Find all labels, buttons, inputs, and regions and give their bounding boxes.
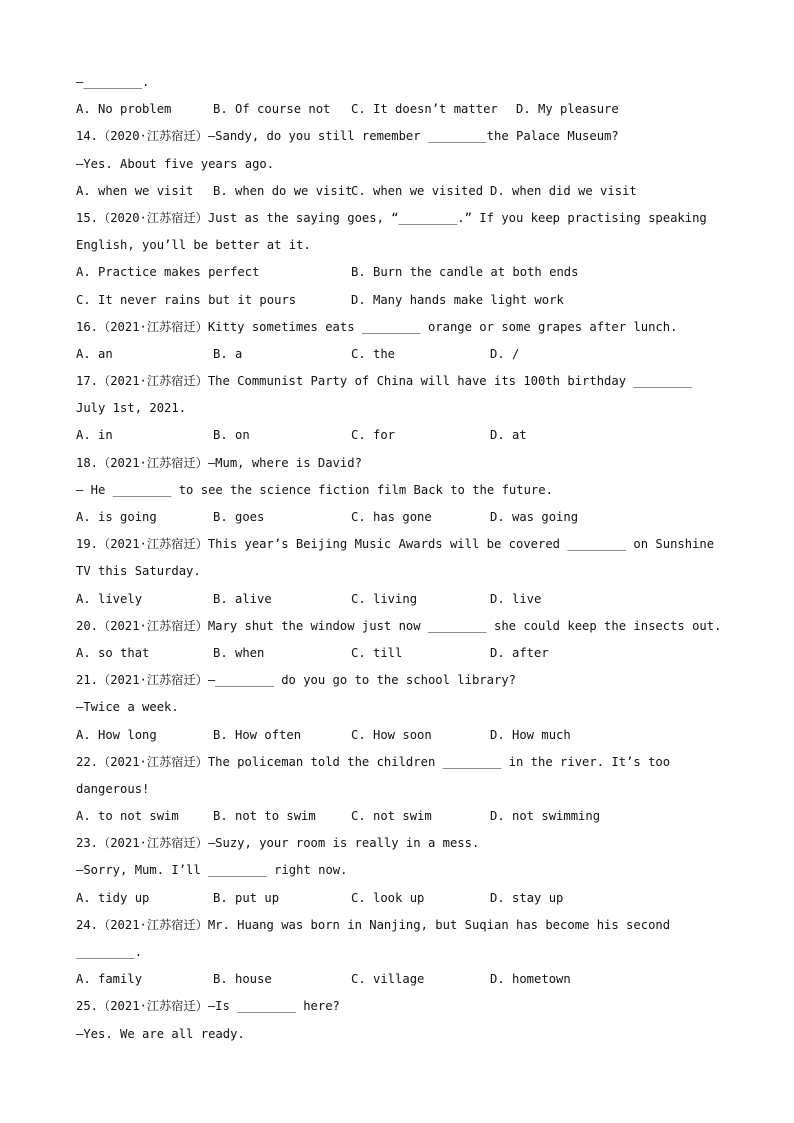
q22-option-c: C. not swim xyxy=(351,809,432,824)
q17-stem-line1: 17.（2021·江苏宿迁）The Communist Party of China will have its 100th birthday ________ xyxy=(76,374,693,389)
q19-options xyxy=(76,590,726,617)
q20-option-a: A. so that xyxy=(76,645,150,660)
q21-option-a: A. How long xyxy=(76,727,157,742)
question-page xyxy=(76,73,726,1052)
q22-stem-line2: dangerous! xyxy=(76,781,150,796)
q21-option-d: D. How much xyxy=(490,727,571,742)
q17-option-d: D. at xyxy=(490,428,527,443)
q19-option-b: B. alive xyxy=(213,591,272,606)
q23-option-d: D. stay up xyxy=(490,890,564,905)
q24-option-a: A. family xyxy=(76,972,143,987)
q15-option-c: C. It never rains but it pours xyxy=(76,292,297,307)
q16-option-b: B. a xyxy=(213,346,243,361)
q13-stem-tail: —________. xyxy=(76,75,150,89)
q25-stem: 25.（2021·江苏宿迁）—Is ________ here? xyxy=(76,999,340,1014)
q20-option-b: B. when xyxy=(213,645,265,660)
q19-option-d: D. live xyxy=(490,591,542,606)
q15-option-a: A. Practice makes perfect xyxy=(76,265,260,280)
q23-stem: 23.（2021·江苏宿迁）—Suzy, your room is really in a mess. xyxy=(76,836,480,851)
q14-option-b: B. when do we visit xyxy=(213,183,353,198)
q24-option-b: B. house xyxy=(213,972,272,987)
q13-options xyxy=(76,100,726,127)
q18-option-a: A. is going xyxy=(76,510,157,524)
q17-option-c: C. for xyxy=(351,428,396,443)
q24-stem-line2: ________. xyxy=(76,945,143,959)
q22-option-a: A. to not swim xyxy=(76,809,179,824)
q24-options xyxy=(76,970,726,997)
q21-option-b: B. How often xyxy=(213,727,302,742)
q22-option-d: D. not swimming xyxy=(490,809,601,824)
q13-option-d: D. My pleasure xyxy=(516,102,619,117)
q15-option-d: D. Many hands make light work xyxy=(351,292,564,307)
q20-options xyxy=(76,644,726,671)
q14-options xyxy=(76,182,726,209)
q16-stem: 16.（2021·江苏宿迁）Kitty sometimes eats ________ orange or some grapes after lunch. xyxy=(76,319,678,334)
q19-option-a: A. lively xyxy=(76,591,143,606)
q13-option-a: A. No problem xyxy=(76,102,172,117)
q23-option-c: C. look up xyxy=(351,890,425,905)
q14-stem: 14.（2020·江苏宿迁）—Sandy, do you still remember ________the Palace Museum? xyxy=(76,129,619,144)
q13-option-b: B. Of course not xyxy=(213,102,331,117)
q18-options xyxy=(76,508,726,535)
q14-reply: —Yes. About five years ago. xyxy=(76,156,275,171)
q19-stem-line2: TV this Saturday. xyxy=(76,564,201,579)
q18-option-b: B. goes xyxy=(213,510,265,524)
q17-stem-line2: July 1st, 2021. xyxy=(76,401,187,416)
q25-reply: —Yes. We are all ready. xyxy=(76,1026,245,1041)
q23-reply: —Sorry, Mum. I’ll ________ right now. xyxy=(76,863,348,878)
q14-option-d: D. when did we visit xyxy=(490,183,637,198)
q21-reply: —Twice a week. xyxy=(76,700,179,715)
q15-option-b: B. Burn the candle at both ends xyxy=(351,265,579,280)
q15-options-row2 xyxy=(76,291,726,318)
q16-option-d: D. / xyxy=(490,346,520,361)
q17-options xyxy=(76,426,726,453)
q18-option-d: D. was going xyxy=(490,510,579,524)
q16-option-a: A. an xyxy=(76,346,113,361)
q17-option-b: B. on xyxy=(213,428,250,443)
q18-stem: 18.（2021·江苏宿迁）—Mum, where is David? xyxy=(76,455,362,470)
q23-option-a: A. tidy up xyxy=(76,890,150,905)
q23-options xyxy=(76,889,726,916)
q16-options xyxy=(76,345,726,372)
q15-stem-line1: 15.（2020·江苏宿迁）Just as the saying goes, “________.” If you keep practising speaking xyxy=(76,210,707,225)
q24-stem-line1: 24.（2021·江苏宿迁）Mr. Huang was born in Nanjing, but Suqian has become his second xyxy=(76,917,671,932)
q22-options xyxy=(76,807,726,834)
q19-option-c: C. living xyxy=(351,591,418,606)
q18-option-c: C. has gone xyxy=(351,510,432,524)
q24-option-c: C. village xyxy=(351,972,425,987)
q21-option-c: C. How soon xyxy=(351,727,432,742)
q22-option-b: B. not to swim xyxy=(213,809,316,824)
q14-option-a: A. when we visit xyxy=(76,183,194,198)
q16-option-c: C. the xyxy=(351,346,396,361)
q20-option-c: C. till xyxy=(351,645,403,660)
q21-options xyxy=(76,726,726,753)
q19-stem-line1: 19.（2021·江苏宿迁）This year’s Beijing Music Awards will be covered ________ on Sunshine xyxy=(76,537,715,552)
q23-option-b: B. put up xyxy=(213,890,280,905)
q14-option-c: C. when we visited xyxy=(351,183,484,198)
q13-option-c: C. It doesn’t matter xyxy=(351,102,498,117)
q18-reply: — He ________ to see the science fiction film Back to the future. xyxy=(76,482,553,497)
q22-stem-line1: 22.（2021·江苏宿迁）The policeman told the children ________ in the river. It’s too xyxy=(76,754,671,769)
q24-option-d: D. hometown xyxy=(490,972,571,987)
q15-options-row1 xyxy=(76,263,726,290)
q20-option-d: D. after xyxy=(490,645,549,660)
q17-option-a: A. in xyxy=(76,428,113,443)
q15-stem-line2: English, you’ll be better at it. xyxy=(76,238,311,253)
q20-stem: 20.（2021·江苏宿迁）Mary shut the window just now ________ she could keep the insects out. xyxy=(76,618,722,633)
q21-stem: 21.（2021·江苏宿迁）—________ do you go to the school library? xyxy=(76,673,516,688)
